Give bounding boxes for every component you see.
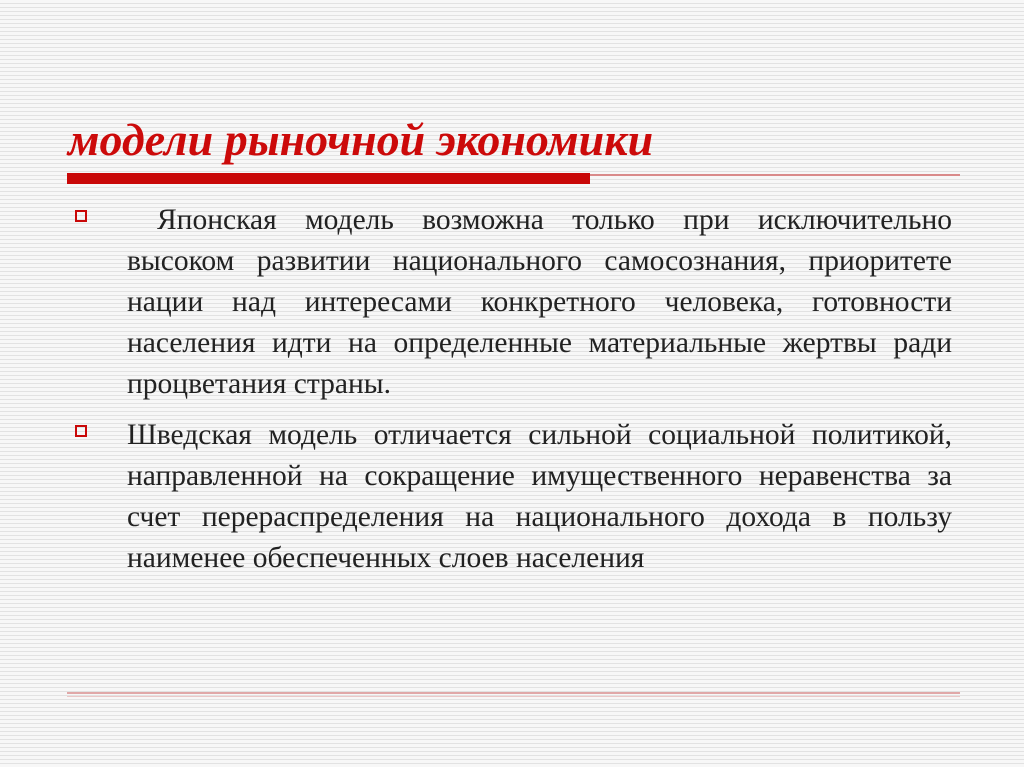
bullet-item xyxy=(72,200,952,405)
hollow-square-icon xyxy=(75,210,87,222)
bullet-text: Японская модель возможна только при исключительно высоком развитии национального самосознания, приоритете нации над интересами конкретного человека, готовности населения идти на определенные материальные жертвы ради процветания страны. xyxy=(127,204,952,400)
title-underline-bar xyxy=(67,173,590,184)
footer-divider xyxy=(67,692,960,694)
bullet-text: Шведская модель отличается сильной социальной политикой, направленной на сокращение имущественного неравенства за счет перераспределения на национального дохода в пользу наименее обеспеченных слоев населения xyxy=(127,419,952,574)
hollow-square-icon xyxy=(75,425,87,437)
bullet-list xyxy=(72,200,952,589)
title-underline-thin xyxy=(590,174,960,176)
slide-title: модели рыночной экономики xyxy=(68,114,654,165)
footer-divider-thin xyxy=(67,696,960,697)
bullet-item xyxy=(72,415,952,579)
